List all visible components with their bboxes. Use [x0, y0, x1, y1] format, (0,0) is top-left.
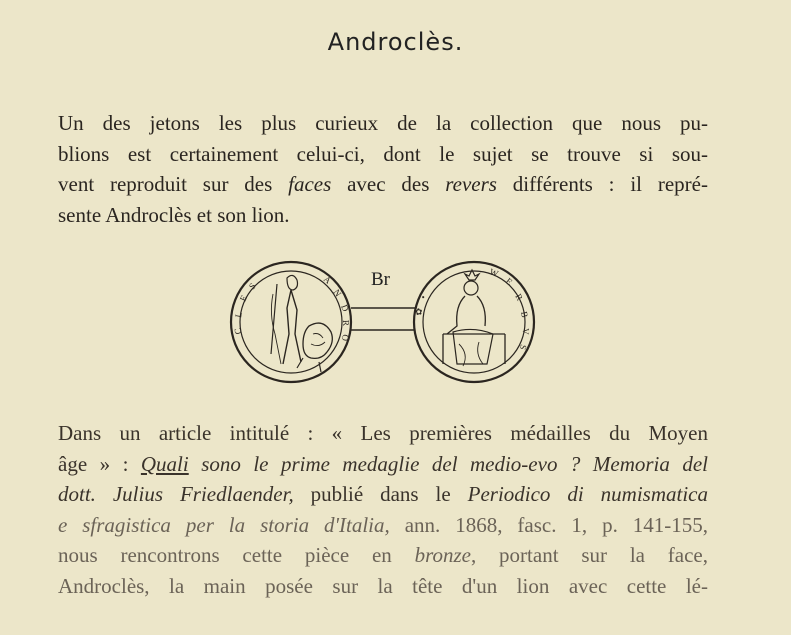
metal-label: Br: [371, 269, 390, 290]
svg-text:V: V: [520, 327, 531, 335]
svg-text:✿: ✿: [413, 307, 425, 317]
text-line: blions est certainement celui-ci, dont le sujet se trouve si sou-: [58, 141, 708, 166]
svg-text:D: D: [339, 303, 351, 313]
svg-text:S: S: [246, 281, 258, 292]
svg-text:R: R: [341, 319, 352, 327]
reverse-coin: [413, 262, 534, 382]
text-line: nous rencontrons cette pièce en bronze, portant sur la face,: [58, 543, 708, 567]
svg-text:C: C: [232, 327, 243, 335]
svg-text:B: B: [519, 310, 530, 319]
italic-word: revers: [445, 172, 497, 196]
page-title: Androclès.: [327, 28, 464, 56]
text-line: Un des jetons les plus curieux de la collection que nous pu-: [58, 111, 708, 135]
svg-text:S: S: [517, 343, 529, 351]
text-line: Androclès, la main posée sur la tête d'un lion avec cette lé-: [58, 573, 708, 598]
obverse-coin: [231, 262, 351, 382]
text-line: âge » : Quali sono le prime medaglie del medio-evo ? Memoria del: [58, 451, 708, 476]
svg-text:E: E: [503, 275, 515, 288]
svg-text:W: W: [488, 266, 500, 279]
svg-text:O: O: [339, 333, 351, 342]
svg-text:R: R: [513, 292, 525, 303]
italic-word: faces: [288, 172, 332, 196]
svg-text:N: N: [331, 287, 344, 299]
svg-text:A: A: [321, 273, 334, 286]
svg-text:E: E: [237, 293, 250, 303]
text-line: vent reproduit sur des faces avec des revers différents : il repré-: [58, 172, 708, 196]
paragraph-intro: [58, 108, 708, 230]
text-line: Dans un article intitulé : « Les premières médailles du Moyen: [58, 421, 708, 445]
text-line: sente Androclès et son lion.: [58, 202, 290, 227]
coin-link: [351, 308, 415, 330]
svg-text:L: L: [233, 311, 244, 319]
text-line: dott. Julius Friedlaender, publié dans le Periodico di numismatica: [58, 482, 708, 506]
paragraph-article: [58, 418, 708, 601]
svg-text:•: •: [418, 293, 429, 301]
text-line: e sfragistica per la storia d'Italia, ann. 1868, fasc. 1, p. 141-155,: [58, 512, 709, 537]
italic-underlined-word: Quali: [140, 451, 189, 476]
